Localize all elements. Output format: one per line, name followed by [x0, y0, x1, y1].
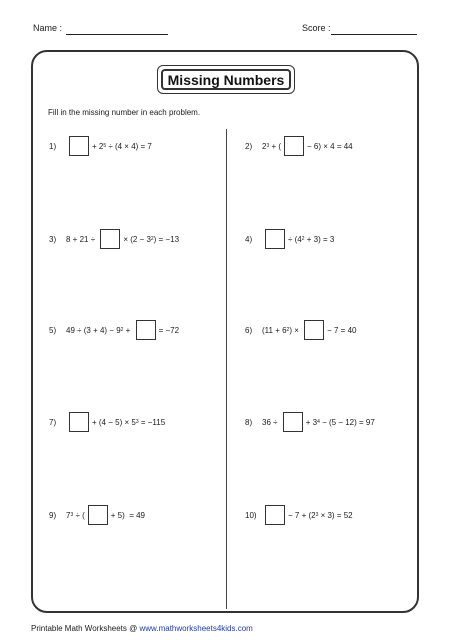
- expression-text: (11 + 6: [262, 325, 287, 335]
- expression-text: ) ×: [289, 325, 302, 335]
- answer-box[interactable]: [136, 320, 156, 340]
- expression-text: 7: [66, 510, 71, 520]
- worksheet-title: Missing Numbers: [161, 69, 291, 90]
- answer-box[interactable]: [69, 412, 89, 432]
- expression-text: + 2: [92, 141, 104, 151]
- answer-box[interactable]: [265, 229, 285, 249]
- answer-box[interactable]: [69, 136, 89, 156]
- answer-box[interactable]: [88, 505, 108, 525]
- column-divider: [226, 129, 227, 609]
- problem-number: 5): [49, 325, 57, 335]
- problem-number: 7): [49, 417, 57, 427]
- problem-1: 1) + 2 5 ÷ (4 × 4) = 7: [49, 135, 152, 157]
- expression-text: ÷ (4 × 4) = 7: [106, 141, 152, 151]
- expression-text: ) = −13: [153, 234, 180, 244]
- expression-text: − (5 − 12) = 97: [319, 417, 375, 427]
- expression-text: + (: [269, 141, 282, 151]
- footer-text: Printable Math Worksheets @: [31, 624, 140, 633]
- footer: [31, 624, 253, 633]
- answer-box[interactable]: [284, 136, 304, 156]
- problem-number: 1): [49, 141, 57, 151]
- expression-text: 36 ÷: [262, 417, 280, 427]
- problem-5: 5) 49 ÷ (3 + 4) − 9 2 + = −72: [49, 319, 179, 341]
- expression-text: 2: [262, 141, 267, 151]
- name-label: Name :: [33, 23, 63, 33]
- expression-text: + 5) = 49: [110, 510, 145, 520]
- problem-10: 10) − 7 + (2 3 × 3) = 52: [245, 504, 353, 526]
- expression-text: ÷ (4: [288, 234, 302, 244]
- problem-7: 7) + (4 − 5) × 5 3 = −115: [49, 411, 165, 433]
- problem-number: 10): [245, 510, 257, 520]
- problem-9: 9) 7 3 ÷ ( + 5) = 49: [49, 504, 145, 526]
- expression-text: + 3: [305, 417, 318, 427]
- expression-text: − 7 + (2: [288, 510, 316, 520]
- problem-number: 3): [49, 234, 57, 244]
- expression-text: +: [123, 325, 133, 335]
- problem-4: 4) ÷ (4 2 + 3) = 3: [245, 228, 334, 250]
- problem-8: 8) 36 ÷ + 3 4 − (5 − 12) = 97: [245, 411, 375, 433]
- problem-2: 2) 2 3 + ( − 6) × 4 = 44: [245, 135, 353, 157]
- expression-text: ÷ (: [73, 510, 85, 520]
- expression-text: = −115: [138, 417, 166, 427]
- score-field-line[interactable]: [331, 34, 417, 35]
- problem-6: 6) (11 + 6 2 ) × − 7 = 40: [245, 319, 356, 341]
- expression-text: 8 + 21 ÷: [66, 234, 98, 244]
- answer-box[interactable]: [100, 229, 120, 249]
- answer-box[interactable]: [265, 505, 285, 525]
- problem-number: 8): [245, 417, 253, 427]
- score-label: Score :: [302, 23, 331, 33]
- expression-text: − 6) × 4 = 44: [307, 141, 353, 151]
- footer-url[interactable]: www.mathworksheets4kids.com: [139, 624, 253, 633]
- problem-number: 2): [245, 141, 253, 151]
- instructions: Fill in the missing number in each problem.: [48, 108, 201, 117]
- problem-number: 6): [245, 325, 253, 335]
- answer-box[interactable]: [304, 320, 324, 340]
- expression-text: × 3) = 52: [318, 510, 353, 520]
- expression-text: + (4 − 5) × 5: [92, 417, 136, 427]
- expression-text: 49 ÷ (3 + 4) − 9: [66, 325, 121, 335]
- problem-number: 9): [49, 510, 57, 520]
- expression-text: × (2 − 3: [123, 234, 151, 244]
- expression-text: + 3) = 3: [304, 234, 335, 244]
- title-banner: [157, 65, 295, 94]
- problem-number: 4): [245, 234, 253, 244]
- answer-box[interactable]: [283, 412, 303, 432]
- expression-text: − 7 = 40: [327, 325, 357, 335]
- problem-3: 3) 8 + 21 ÷ × (2 − 3 2 ) = −13: [49, 228, 179, 250]
- expression-text: = −72: [158, 325, 180, 335]
- name-field-line[interactable]: [66, 34, 168, 35]
